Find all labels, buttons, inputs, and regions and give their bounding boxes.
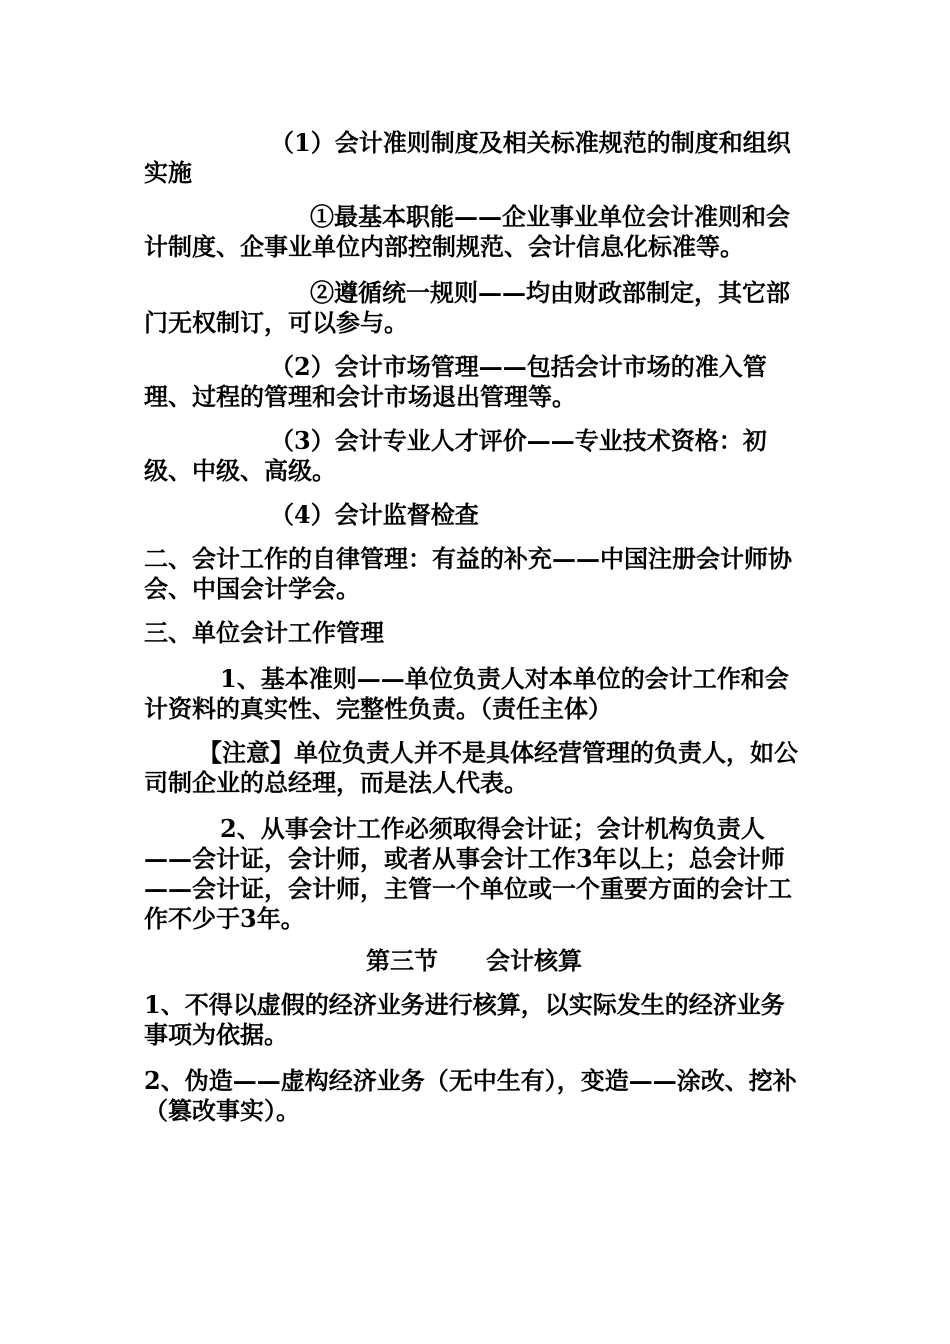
- paragraph-certificate-requirements: 2、从事会计工作必须取得会计证；会计机构负责人——会计证，会计师，或者从事会计工作3年以上；总会计师——会计证，会计师，主管一个单位或一个重要方面的会计工作不少于3年。: [144, 814, 792, 933]
- paragraph-no-false-business: 1、不得以虚假的经济业务进行核算，以实际发生的经济业务事项为依据。: [144, 990, 785, 1049]
- paragraph-supervision-inspection: （4）会计监督检查: [270, 500, 479, 529]
- paragraph-basic-principle: 1、基本准则——单位负责人对本单位的会计工作和会计资料的真实性、完整性负责。（责任主体）: [144, 664, 789, 723]
- paragraph-unified-rules: ②遵循统一规则——均由财政部制定，其它部门无权制订，可以参与。: [144, 278, 790, 337]
- paragraph-basic-function: ①最基本职能——企业事业单位会计准则和会计制度、企事业单位内部控制规范、会计信息化标准等。: [144, 202, 790, 261]
- paragraph-forgery-alteration: 2、伪造——虚构经济业务（无中生有），变造——涂改、挖补（篡改事实）。: [144, 1066, 797, 1125]
- paragraph-unit-management-heading: 三、单位会计工作管理: [144, 618, 384, 647]
- paragraph-self-regulation: 二、会计工作的自律管理：有益的补充——中国注册会计师协会、中国会计学会。: [144, 544, 792, 603]
- paragraph-accounting-standards: （1）会计准则制度及相关标准规范的制度和组织实施: [144, 128, 791, 187]
- paragraph-note: 【注意】单位负责人并不是具体经营管理的负责人，如公司制企业的总经理，而是法人代表。: [144, 738, 798, 797]
- paragraph-market-management: （2）会计市场管理——包括会计市场的准入管理、过程的管理和会计市场退出管理等。: [144, 352, 767, 411]
- section-title: 第三节 会计核算: [366, 946, 582, 975]
- paragraph-talent-evaluation: （3）会计专业人才评价——专业技术资格：初级、中级、高级。: [144, 426, 767, 485]
